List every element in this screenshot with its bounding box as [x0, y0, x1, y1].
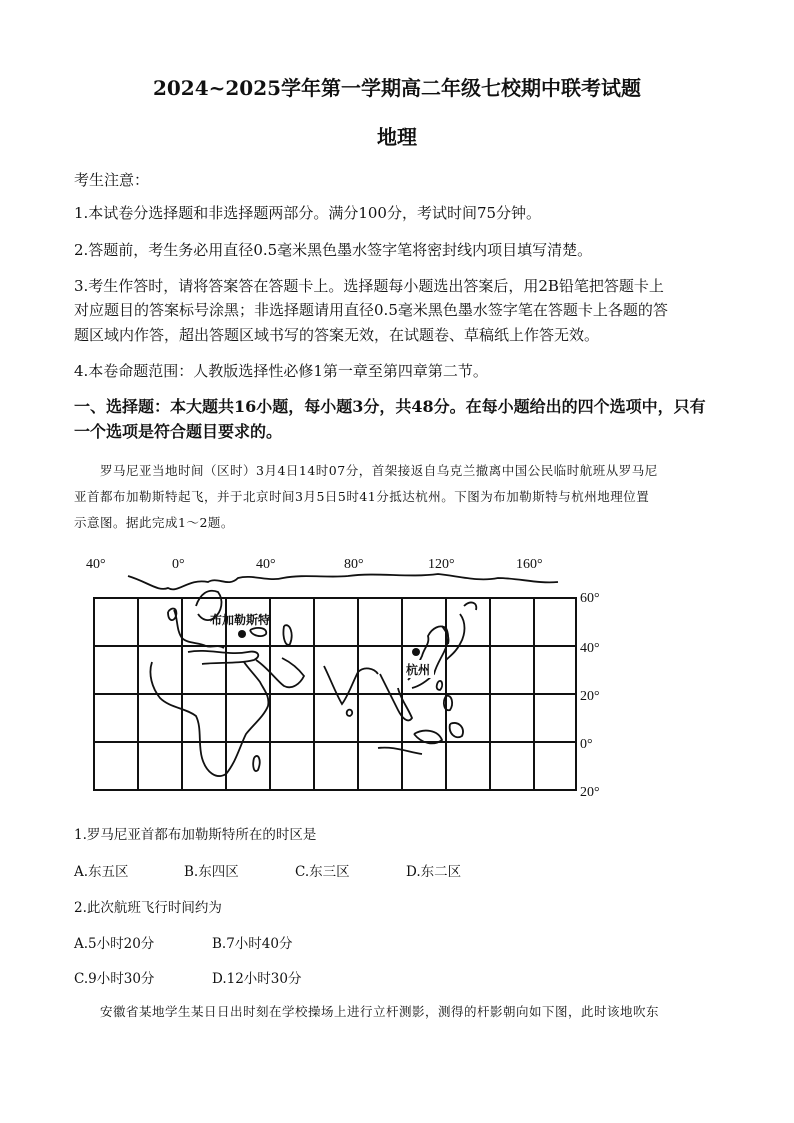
hangzhou-label: 杭州: [406, 663, 431, 677]
section1-heading-1: 一、选择题：本大题共16小题，每小题3分，共48分。在每小题给出的四个选项中，只有: [74, 397, 706, 416]
q1-option-c[interactable]: C.东三区: [295, 864, 350, 880]
q2-option-d[interactable]: D.12小时30分: [212, 971, 302, 987]
q1-option-d[interactable]: D.东二区: [406, 864, 462, 880]
notice-item-3c: 题区域内作答，超出答题区域书写的答案无效，在试题卷、草稿纸上作答无效。: [74, 326, 600, 344]
lat-label-20s: 20°: [580, 785, 600, 800]
notice-item-2: 2.答题前，考生务必用直径0.5毫米黑色墨水签字笔将密封线内项目填写清楚。: [74, 241, 593, 259]
notice-item-4: 4.本卷命题范围：人教版选择性必修1第一章至第四章第二节。: [74, 362, 488, 380]
lon-label-0: 0°: [172, 557, 185, 572]
lon-label-40w: 40°: [86, 557, 106, 572]
question-1-stem: 1.罗马尼亚首都布加勒斯特所在的时区是: [74, 827, 317, 843]
passage2-line: 安徽省某地学生某日日出时刻在学校操场上进行立杆测影，测得的杆影朝向如下图，此时该地吹东: [100, 1004, 660, 1019]
coastlines: [128, 574, 558, 776]
lat-label-20n: 20°: [580, 689, 600, 704]
hangzhou-marker: [412, 648, 420, 656]
notice-item-3a: 3.考生作答时，请将答案答在答题卡上。选择题每小题选出答案后，用2B铅笔把答题卡上: [74, 277, 664, 295]
lat-label-60n: 60°: [580, 591, 600, 606]
notice-item-3b: 对应题目的答案标号涂黑；非选择题请用直径0.5毫米黑色墨水签字笔在答题卡上各题的答: [74, 301, 668, 319]
q1-option-b[interactable]: B.东四区: [184, 864, 239, 880]
q2-option-c[interactable]: C.9小时30分: [74, 971, 155, 987]
section1-heading-2: 一个选项是符合题目要求的。: [74, 422, 283, 441]
lon-label-160e: 160°: [516, 557, 543, 572]
question-2-stem: 2.此次航班飞行时间约为: [74, 900, 222, 916]
passage1-line-3: 示意图。据此完成1～2题。: [74, 515, 234, 530]
passage1-line-1: 罗马尼亚当地时间（区时）3月4日14时07分，首架接返自乌克兰撤离中国公民临时航班从罗马尼: [100, 463, 658, 478]
q2-option-b[interactable]: B.7小时40分: [212, 936, 293, 952]
notice-item-1: 1.本试卷分选择题和非选择题两部分。满分100分，考试时间75分钟。: [74, 204, 542, 222]
lon-label-120e: 120°: [428, 557, 455, 572]
notice-heading: 考生注意：: [74, 171, 150, 189]
location-map: [78, 548, 618, 808]
lon-label-80e: 80°: [344, 557, 364, 572]
lat-label-40n: 40°: [580, 641, 600, 656]
q2-option-a[interactable]: A.5小时20分: [74, 936, 155, 952]
q1-option-a[interactable]: A.东五区: [74, 864, 129, 880]
exam-title: 2024~2025学年第一学期高二年级七校期中联考试题: [152, 76, 642, 100]
bucharest-label: 布加勒斯特: [210, 613, 271, 627]
lon-label-40e: 40°: [256, 557, 276, 572]
map-grid: [94, 598, 576, 790]
bucharest-marker: [238, 630, 246, 638]
passage1-line-2: 亚首都布加勒斯特起飞，并于北京时间3月5日5时41分抵达杭州。下图为布加勒斯特与杭州地理位置: [74, 489, 650, 504]
subject-title: 地理: [377, 125, 417, 149]
lat-label-0: 0°: [580, 737, 593, 752]
